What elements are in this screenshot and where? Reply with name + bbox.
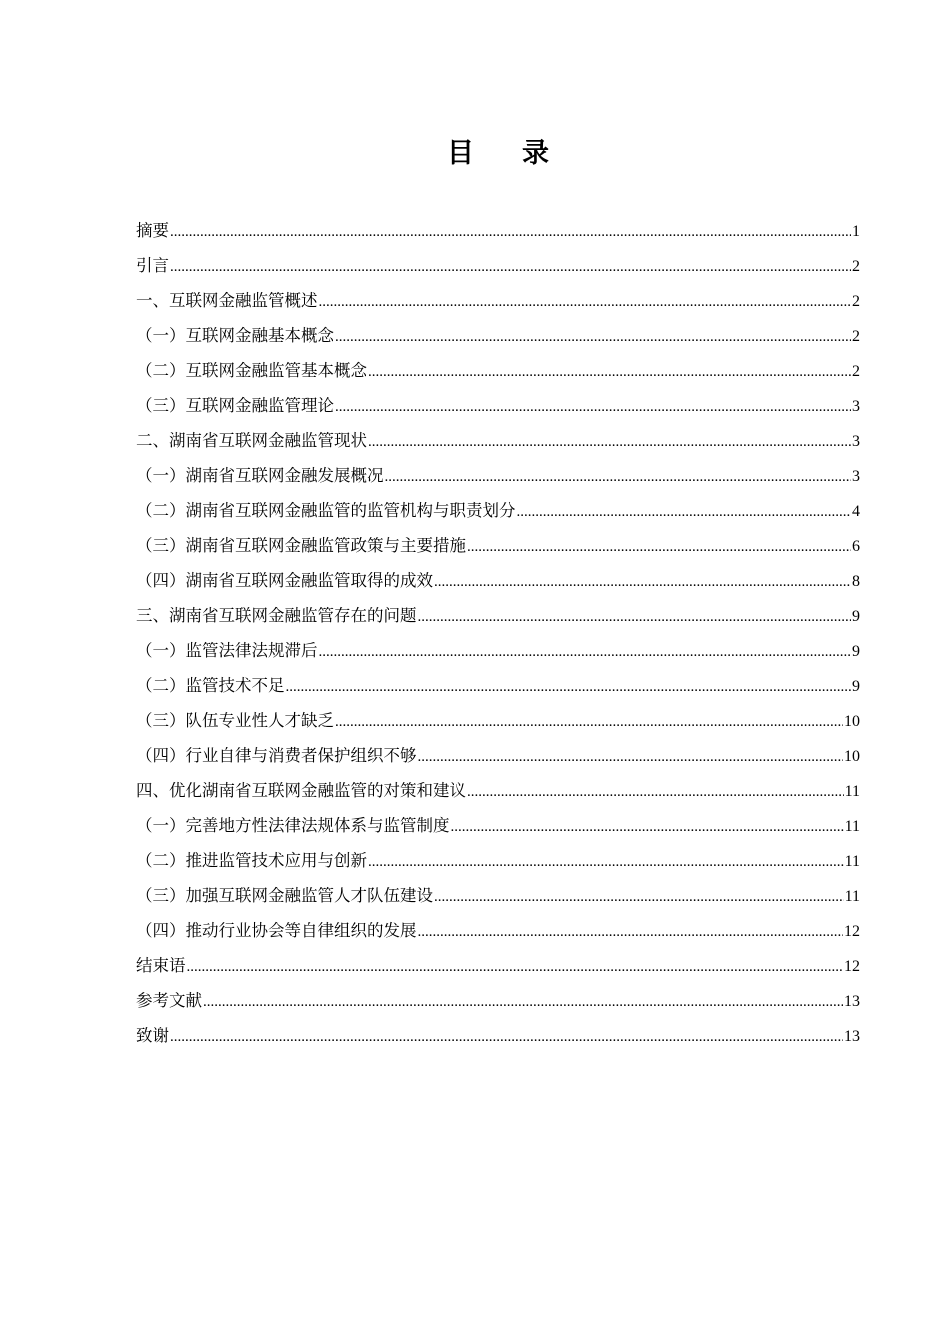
dot-leader [418, 915, 844, 950]
toc-entry-section-4-4[interactable] [136, 913, 860, 948]
toc-entry-label: 致谢 [136, 1026, 169, 1045]
toc-page-number: 2 [852, 328, 860, 345]
toc-entry-section-3-1[interactable] [136, 633, 860, 668]
toc-entry-label: 四、优化湖南省互联网金融监管的对策和建议 [136, 781, 466, 800]
toc-entry-section-1-2[interactable] [136, 353, 860, 388]
dot-leader [170, 1020, 843, 1055]
toc-page-number: 11 [844, 783, 860, 800]
toc-entry-acknowledgements[interactable] [136, 1018, 860, 1053]
toc-entry-section-4-2[interactable] [136, 843, 860, 878]
toc-page-number: 2 [852, 293, 860, 310]
toc-entry-label: 结束语 [136, 956, 186, 975]
dot-leader [335, 705, 843, 740]
toc-page-number: 3 [852, 433, 860, 450]
toc-entry-section-2-2[interactable] [136, 493, 860, 528]
toc-entry-conclusion[interactable] [136, 948, 860, 983]
toc-page-number: 3 [852, 468, 860, 485]
toc-page-number: 6 [852, 538, 860, 555]
toc-page-number: 11 [844, 853, 860, 870]
toc-title-char-2: 录 [522, 138, 549, 169]
toc-page-number: 11 [844, 818, 860, 835]
toc-entry-label: （三）互联网金融监管理论 [136, 396, 334, 415]
toc-entry-section-2-3[interactable] [136, 528, 860, 563]
toc-entry-label: （三）队伍专业性人才缺乏 [136, 711, 334, 730]
toc-entry-section-4-1[interactable] [136, 808, 860, 843]
dot-leader [434, 565, 851, 600]
toc-entry-section-3-2[interactable] [136, 668, 860, 703]
toc-entry-references[interactable] [136, 983, 860, 1018]
toc-title-char-1: 目 [447, 138, 474, 169]
dot-leader [368, 845, 844, 880]
toc-entry-label: （一）互联网金融基本概念 [136, 326, 334, 345]
dot-leader [434, 880, 844, 915]
dot-leader [170, 215, 851, 250]
toc-page-number: 13 [844, 993, 860, 1010]
dot-leader [467, 530, 851, 565]
dot-leader [517, 495, 852, 530]
toc-page-number: 10 [844, 748, 860, 765]
toc-entry-section-4-3[interactable] [136, 878, 860, 913]
toc-page-number: 12 [844, 958, 860, 975]
dot-leader [319, 635, 852, 670]
toc-page-number: 8 [852, 573, 860, 590]
dot-leader [203, 985, 843, 1020]
toc-page-number: 1 [852, 223, 860, 240]
dot-leader [335, 390, 851, 425]
toc-entry-label: （二）互联网金融监管基本概念 [136, 361, 367, 380]
toc-entry-label: 三、湖南省互联网金融监管存在的问题 [136, 606, 417, 625]
toc-page-number: 3 [852, 398, 860, 415]
toc-entry-chapter-4[interactable] [136, 773, 860, 808]
toc-entry-label: （一）监管法律法规滞后 [136, 641, 318, 660]
toc-entry-label: （四）推动行业协会等自律组织的发展 [136, 921, 417, 940]
toc-entry-label: （四）行业自律与消费者保护组织不够 [136, 746, 417, 765]
dot-leader [286, 670, 852, 705]
toc-entry-chapter-2[interactable] [136, 423, 860, 458]
dot-leader [368, 425, 851, 460]
toc-page-number: 10 [844, 713, 860, 730]
toc-entry-label: （三）加强互联网金融监管人才队伍建设 [136, 886, 433, 905]
toc-page-number: 9 [852, 608, 860, 625]
toc-page-number: 4 [852, 503, 860, 520]
table-of-contents [136, 213, 860, 1053]
toc-page-number: 2 [852, 363, 860, 380]
toc-title [0, 132, 950, 176]
dot-leader [368, 355, 851, 390]
toc-entry-label: 引言 [136, 256, 169, 275]
dot-leader [418, 740, 844, 775]
toc-entry-section-1-3[interactable] [136, 388, 860, 423]
toc-entry-label: （二）湖南省互联网金融监管的监管机构与职责划分 [136, 501, 516, 520]
toc-entry-introduction[interactable] [136, 248, 860, 283]
dot-leader [451, 810, 844, 845]
toc-page-number: 11 [844, 888, 860, 905]
dot-leader [418, 600, 852, 635]
dot-leader [335, 320, 851, 355]
toc-entry-label: 二、湖南省互联网金融监管现状 [136, 431, 367, 450]
toc-entry-section-2-1[interactable] [136, 458, 860, 493]
toc-entry-section-3-4[interactable] [136, 738, 860, 773]
toc-entry-chapter-1[interactable] [136, 283, 860, 318]
toc-entry-label: （四）湖南省互联网金融监管取得的成效 [136, 571, 433, 590]
toc-page-number: 12 [844, 923, 860, 940]
dot-leader [467, 775, 844, 810]
toc-entry-chapter-3[interactable] [136, 598, 860, 633]
toc-entry-label: （三）湖南省互联网金融监管政策与主要措施 [136, 536, 466, 555]
toc-entry-section-1-1[interactable] [136, 318, 860, 353]
toc-entry-label: （一）完善地方性法律法规体系与监管制度 [136, 816, 450, 835]
toc-page-number: 9 [852, 678, 860, 695]
dot-leader [187, 950, 844, 985]
toc-entry-label: （二）监管技术不足 [136, 676, 285, 695]
toc-entry-section-3-3[interactable] [136, 703, 860, 738]
dot-leader [319, 285, 852, 320]
toc-page-number: 2 [852, 258, 860, 275]
dot-leader [170, 250, 851, 285]
toc-entry-label: （一）湖南省互联网金融发展概况 [136, 466, 384, 485]
toc-page-number: 13 [844, 1028, 860, 1045]
toc-page-number: 9 [852, 643, 860, 660]
toc-entry-section-2-4[interactable] [136, 563, 860, 598]
toc-entry-label: 摘要 [136, 221, 169, 240]
dot-leader [385, 460, 852, 495]
toc-entry-abstract[interactable] [136, 213, 860, 248]
toc-entry-label: 参考文献 [136, 991, 202, 1010]
toc-entry-label: （二）推进监管技术应用与创新 [136, 851, 367, 870]
toc-entry-label: 一、互联网金融监管概述 [136, 291, 318, 310]
